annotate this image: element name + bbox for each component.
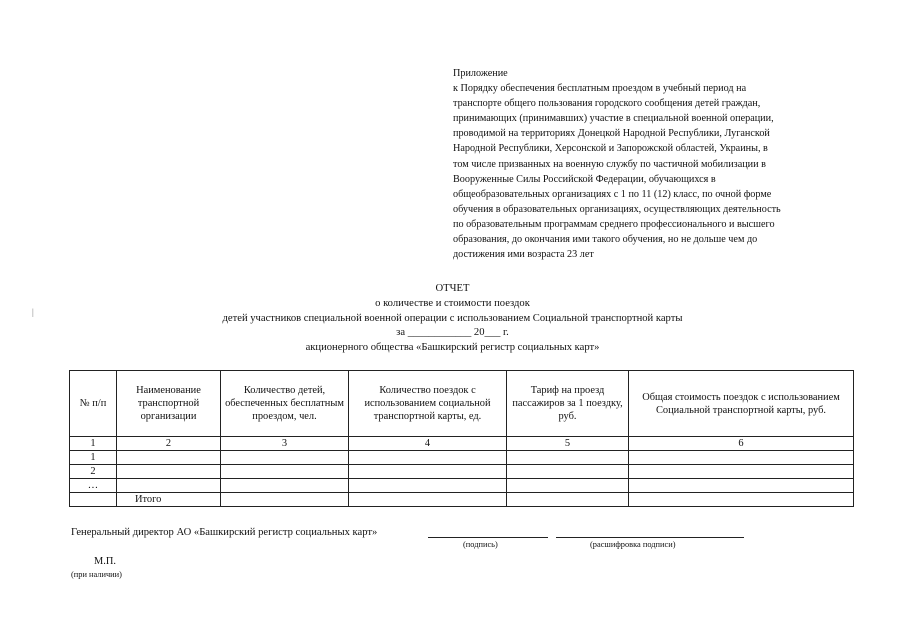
table-cell <box>221 465 349 479</box>
table-cell <box>629 451 854 465</box>
table-cell <box>629 465 854 479</box>
appendix-line: том числе призванных на военную службу по частичной мобилизации в <box>453 158 766 170</box>
table-cell <box>507 493 629 507</box>
appendix-block <box>453 66 853 262</box>
table-cell <box>507 465 629 479</box>
column-header-number: № п/п <box>70 371 117 437</box>
table-cell: … <box>70 479 117 493</box>
appendix-line: обучения в образовательных организациях, осуществляющих деятельность <box>453 203 781 215</box>
table-cell <box>117 465 221 479</box>
appendix-line: Вооруженные Силы Российской Федерации, обучающихся в <box>453 173 716 185</box>
signature-caption: (подпись) <box>463 540 498 549</box>
table-cell <box>349 451 507 465</box>
table-cell <box>117 479 221 493</box>
table-row <box>70 451 854 465</box>
table-cell <box>221 479 349 493</box>
table-cell: 1 <box>70 437 117 451</box>
table-cell: 1 <box>70 451 117 465</box>
appendix-line: к Порядку обеспечения бесплатным проездом в учебный период на <box>453 83 747 95</box>
table-cell <box>221 451 349 465</box>
report-heading: ОТЧЕТ <box>435 283 470 294</box>
table-row-total <box>70 493 854 507</box>
table-cell: 5 <box>507 437 629 451</box>
appendix-line: достижения ими возраста 23 лет <box>453 249 594 261</box>
report-organization: акционерного общества «Башкирский регистр социальных карт» <box>305 342 600 354</box>
table-cell: 3 <box>221 437 349 451</box>
table-row <box>70 479 854 493</box>
table-row <box>70 465 854 479</box>
total-label: Итого <box>117 493 221 507</box>
table-cell <box>349 479 507 493</box>
signature-decode-line <box>556 537 744 538</box>
appendix-line: Приложение <box>453 68 508 79</box>
appendix-line: Народной Республики, Херсонской и Запорожской областей, Украины, в <box>453 143 768 155</box>
report-title-block <box>0 282 905 356</box>
appendix-line: принимающих (принимавших) участие в специальной военной операции, <box>453 113 774 125</box>
appendix-line: транспорте общего пользования городского сообщения детей граждан, <box>453 98 761 110</box>
scan-mark: | <box>32 307 34 317</box>
table-cell <box>507 451 629 465</box>
column-header-children-count: Количество детей, обеспеченных бесплатным проездом, чел. <box>221 371 349 437</box>
table-cell <box>507 479 629 493</box>
table-cell: 6 <box>629 437 854 451</box>
table-cell: 2 <box>70 465 117 479</box>
signature-label: Генеральный директор АО «Башкирский регистр социальных карт» <box>71 527 378 538</box>
appendix-line: образования, до окончания ими такого обучения, но не дольше чем до <box>453 234 758 246</box>
stamp-note: (при наличии) <box>71 570 122 579</box>
report-table <box>69 370 854 507</box>
appendix-line: общеобразовательных организациях с 1 по 11 (12) класс, по очной форме <box>453 188 772 200</box>
report-subtitle-1: о количестве и стоимости поездок <box>375 297 530 309</box>
table-cell: 4 <box>349 437 507 451</box>
stamp-label: М.П. <box>94 556 116 567</box>
column-header-tariff: Тариф на проезд пассажиров за 1 поездку, руб. <box>507 371 629 437</box>
report-subtitle-2: детей участников специальной военной операции с использованием Социальной транспортной карты <box>222 312 683 324</box>
column-header-total-cost: Общая стоимость поездок с использованием Социальной транспортной карты, руб. <box>629 371 854 437</box>
report-period: за ____________ 20___ г. <box>396 327 509 339</box>
column-header-trips-count: Количество поездок с использованием социальной транспортной карты, ед. <box>349 371 507 437</box>
table-cell <box>349 493 507 507</box>
table-cell <box>629 479 854 493</box>
table-cell: 2 <box>117 437 221 451</box>
signature-decode-caption: (расшифровка подписи) <box>590 540 676 549</box>
column-header-organization: Наименование транспортной организации <box>117 371 221 437</box>
table-header-row <box>70 371 854 437</box>
table-cell <box>117 451 221 465</box>
table-cell <box>349 465 507 479</box>
signature-line <box>428 537 548 538</box>
appendix-line: проводимой на территориях Донецкой Народной Республики, Луганской <box>453 128 770 140</box>
table-cell <box>629 493 854 507</box>
appendix-line: по образовательным программам среднего профессионального и высшего <box>453 218 775 230</box>
table-row <box>70 437 854 451</box>
table-cell <box>221 493 349 507</box>
table-cell <box>70 493 117 507</box>
